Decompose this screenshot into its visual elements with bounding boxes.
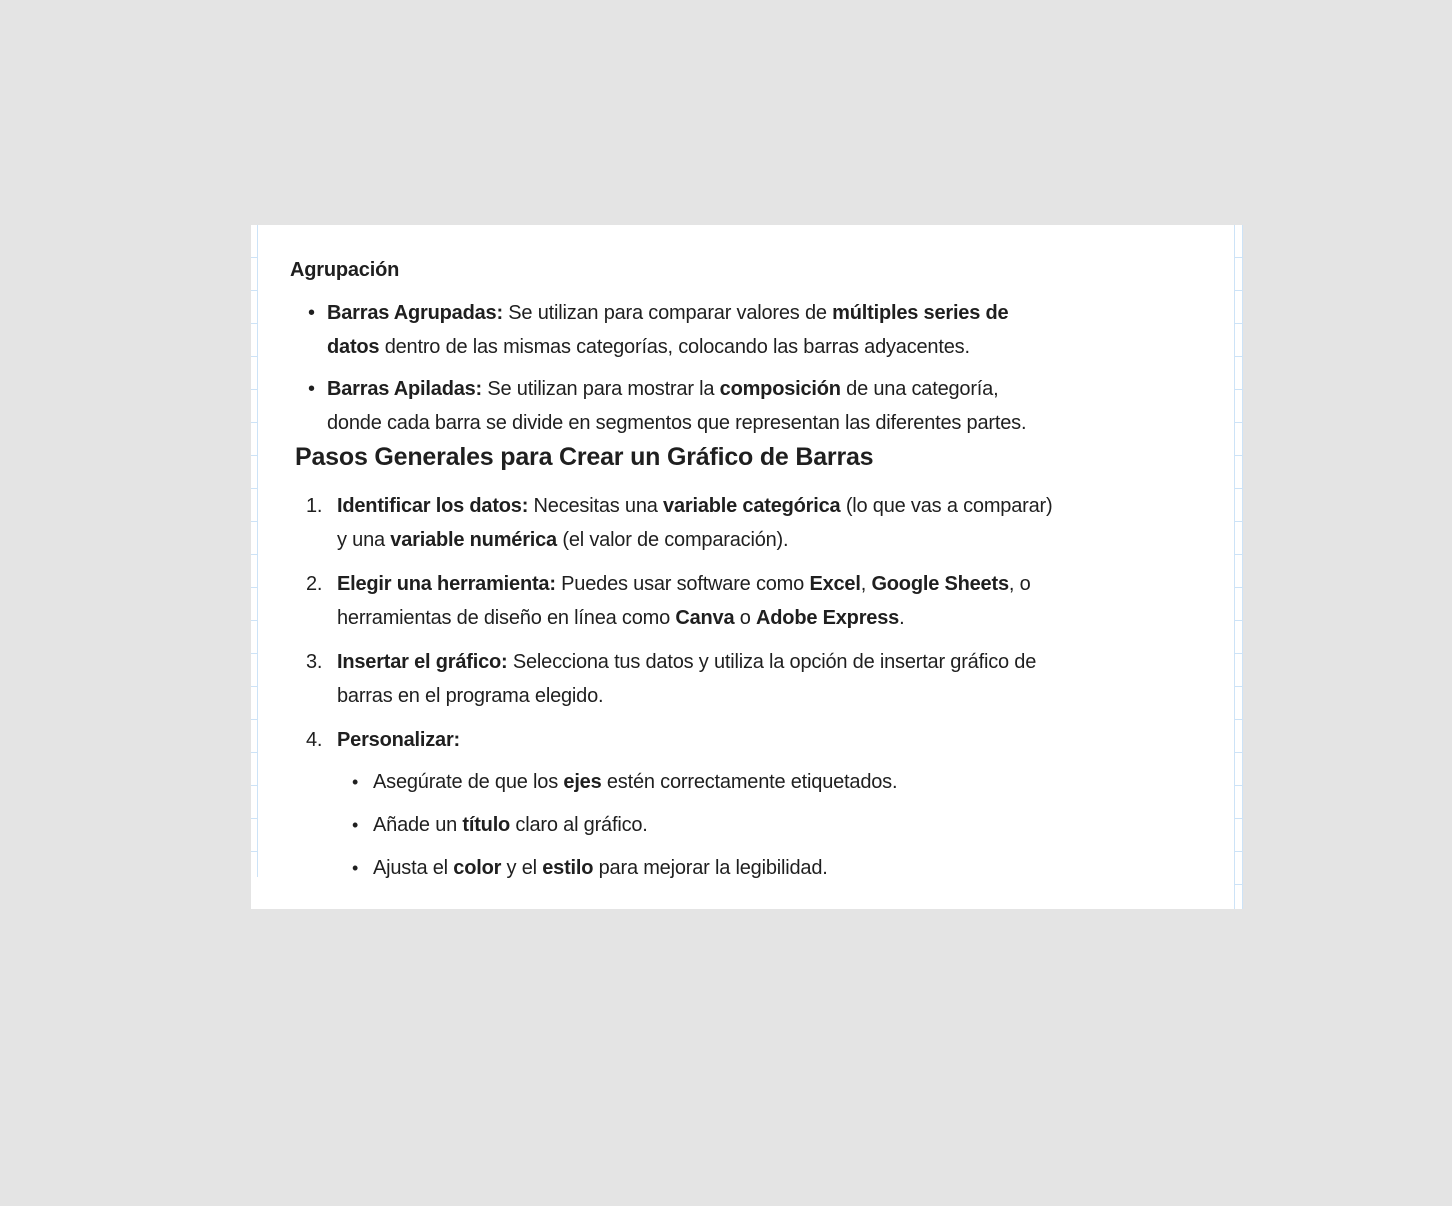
bullet-marker: • — [352, 858, 359, 878]
list-item — [290, 567, 1229, 635]
steps-numbered-list — [290, 489, 1229, 885]
list-item — [352, 765, 1229, 799]
personalizar-sub-list — [352, 765, 1229, 885]
spreadsheet-gridline-strip-left — [251, 225, 258, 877]
list-item — [352, 851, 1229, 885]
list-item-text: Elegir una herramienta: Puedes usar software como Excel, Google Sheets, o herramientas de diseño en línea como Canva o Adobe Express. — [337, 573, 1031, 629]
answer-content — [290, 258, 1229, 885]
list-item — [290, 489, 1229, 557]
number-marker: 1. — [306, 495, 323, 517]
grouping-bullet-list — [290, 296, 1229, 434]
spreadsheet-gridline-strip-right — [1234, 225, 1243, 909]
list-item-text — [337, 723, 1229, 885]
list-item — [290, 372, 1229, 434]
number-marker: 3. — [306, 651, 323, 673]
list-item — [352, 808, 1229, 842]
list-item-text: Añade un título claro al gráfico. — [373, 814, 648, 836]
bullet-marker: • — [308, 302, 316, 324]
bullet-marker: • — [352, 815, 359, 835]
list-item-text: Asegúrate de que los ejes estén correctamente etiquetados. — [373, 771, 898, 793]
step-label: Personalizar: — [337, 729, 461, 751]
section-heading-pasos: Pasos Generales para Crear un Gráfico de Barras — [295, 443, 874, 471]
bullet-marker: • — [308, 378, 316, 400]
list-item — [290, 296, 1229, 364]
section-heading-agrupacion: Agrupación — [290, 259, 400, 281]
list-item — [290, 723, 1229, 885]
list-item — [290, 645, 1229, 713]
number-marker: 4. — [306, 729, 323, 751]
list-item-text: Barras Agrupadas: Se utilizan para comparar valores de múltiples series de datos dentro de las mismas categorías, colocando las barras adyacentes. — [327, 302, 1009, 358]
list-item-text: Identificar los datos: Necesitas una variable categórica (lo que vas a comparar) y una variable numérica (el valor de comparación). — [337, 495, 1053, 551]
list-item-text: Insertar el gráfico: Selecciona tus datos y utiliza la opción de insertar gráfico de barras en el programa elegido. — [337, 651, 1037, 707]
list-item-text-clipped: Barras Apiladas: Se utilizan para mostrar la composición de una categoría, donde cada barra se divide en segmentos que representan las diferentes partes. — [327, 378, 1027, 434]
number-marker: 2. — [306, 573, 323, 595]
list-item-text: Ajusta el color y el estilo para mejorar la legibilidad. — [373, 857, 828, 879]
answer-card — [251, 225, 1243, 909]
bullet-marker: • — [352, 772, 359, 792]
